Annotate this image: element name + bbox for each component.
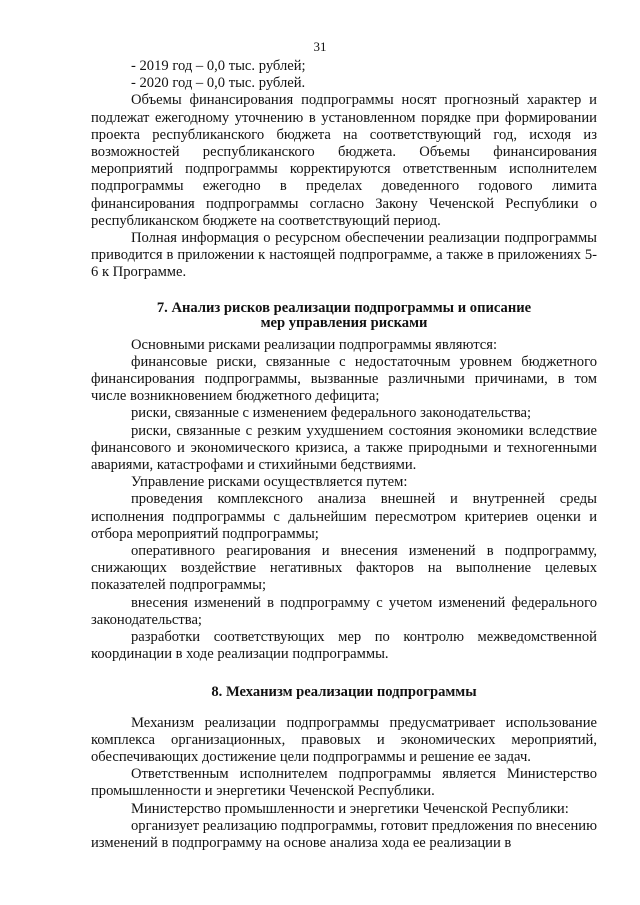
section-7-paragraph: риски, связанные с резким ухудшением состояния экономики вследствие финансового и экономического кризиса, а также природными и техногенными авариями, катастрофами и стихийными бедствиями. bbox=[91, 422, 597, 474]
section-8-paragraph: Министерство промышленности и энергетики Чеченской Республики: bbox=[131, 800, 569, 817]
page-number: 31 bbox=[313, 39, 327, 54]
section-7-paragraph: проведения комплексного анализа внешней и внутренней среды исполнения подпрограммы с дальнейшим пересмотром критериев оценки и отбора мероприятий подпрограммы; bbox=[91, 491, 597, 542]
section-7-heading-line-1: 7. Анализ рисков реализации подпрограммы и описание bbox=[156, 299, 532, 316]
section-7-paragraph: разработки соответствующих мер по контролю межведомственной координации в ходе реализации подпрограммы. bbox=[91, 629, 597, 663]
section-7-paragraph: Управление рисками осуществляется путем: bbox=[131, 474, 408, 491]
section-8-heading: 8. Механизм реализации подпрограммы bbox=[211, 683, 477, 700]
page-body bbox=[91, 58, 597, 852]
funding-line-2020: - 2020 год – 0,0 тыс. рублей. bbox=[131, 75, 306, 92]
section-8-paragraph: Механизм реализации подпрограммы предусматривает использование комплекса организационных, правовых и экономических мероприятий, обеспечивающих достижение цели подпрограммы и решение ее задач. bbox=[91, 714, 597, 765]
section-7-paragraph: финансовые риски, связанные с недостаточным уровнем бюджетного финансирования подпрограммы, вызванные различными причинами, в том числе возникновением бюджетного дефицита; bbox=[91, 353, 597, 405]
section-7-heading bbox=[91, 301, 597, 331]
section-7-heading-line-2: мер управления рисками bbox=[260, 314, 428, 331]
paragraph-funding-volumes: Объемы финансирования подпрограммы носят прогнозный характер и подлежат ежегодному уточнению в установленном порядке при формировании проекта республиканского бюджета на соответствующий год, исходя из возможностей республиканского бюджета. Объемы финансирования мероприятий подпрограммы корректируются ответственным исполнителем подпрограммы ежегодно в пределах доведенного годового лимита финансирования подпрограммы согласно Закону Чеченской Республики о республиканском бюджете на соответствующий период. bbox=[91, 92, 597, 229]
section-8-paragraph: организует реализацию подпрограммы, готовит предложения по внесению изменений в подпрограмму на основе анализа хода ее реализации в bbox=[91, 817, 597, 851]
section-7-paragraph: риски, связанные с изменением федерального законодательства; bbox=[131, 405, 532, 422]
funding-line-2019: - 2019 год – 0,0 тыс. рублей; bbox=[131, 58, 306, 74]
section-7-paragraph: оперативного реагирования и внесения изменений в подпрограмму, снижающих воздействие негативных факторов на выполнение целевых показателей подпрограммы; bbox=[91, 543, 597, 594]
section-7-paragraph: Основными рисками реализации подпрограммы являются: bbox=[131, 336, 498, 353]
section-8-paragraph: Ответственным исполнителем подпрограммы является Министерство промышленности и энергетики Чеченской Республики. bbox=[91, 766, 597, 800]
paragraph-resource-info: Полная информация о ресурсном обеспечении реализации подпрограммы приводится в приложении к настоящей подпрограмме, а также в приложениях 5-6 к Программе. bbox=[91, 230, 597, 281]
section-7-paragraph: внесения изменений в подпрограмму с учетом изменений федерального законодательства; bbox=[91, 594, 597, 628]
